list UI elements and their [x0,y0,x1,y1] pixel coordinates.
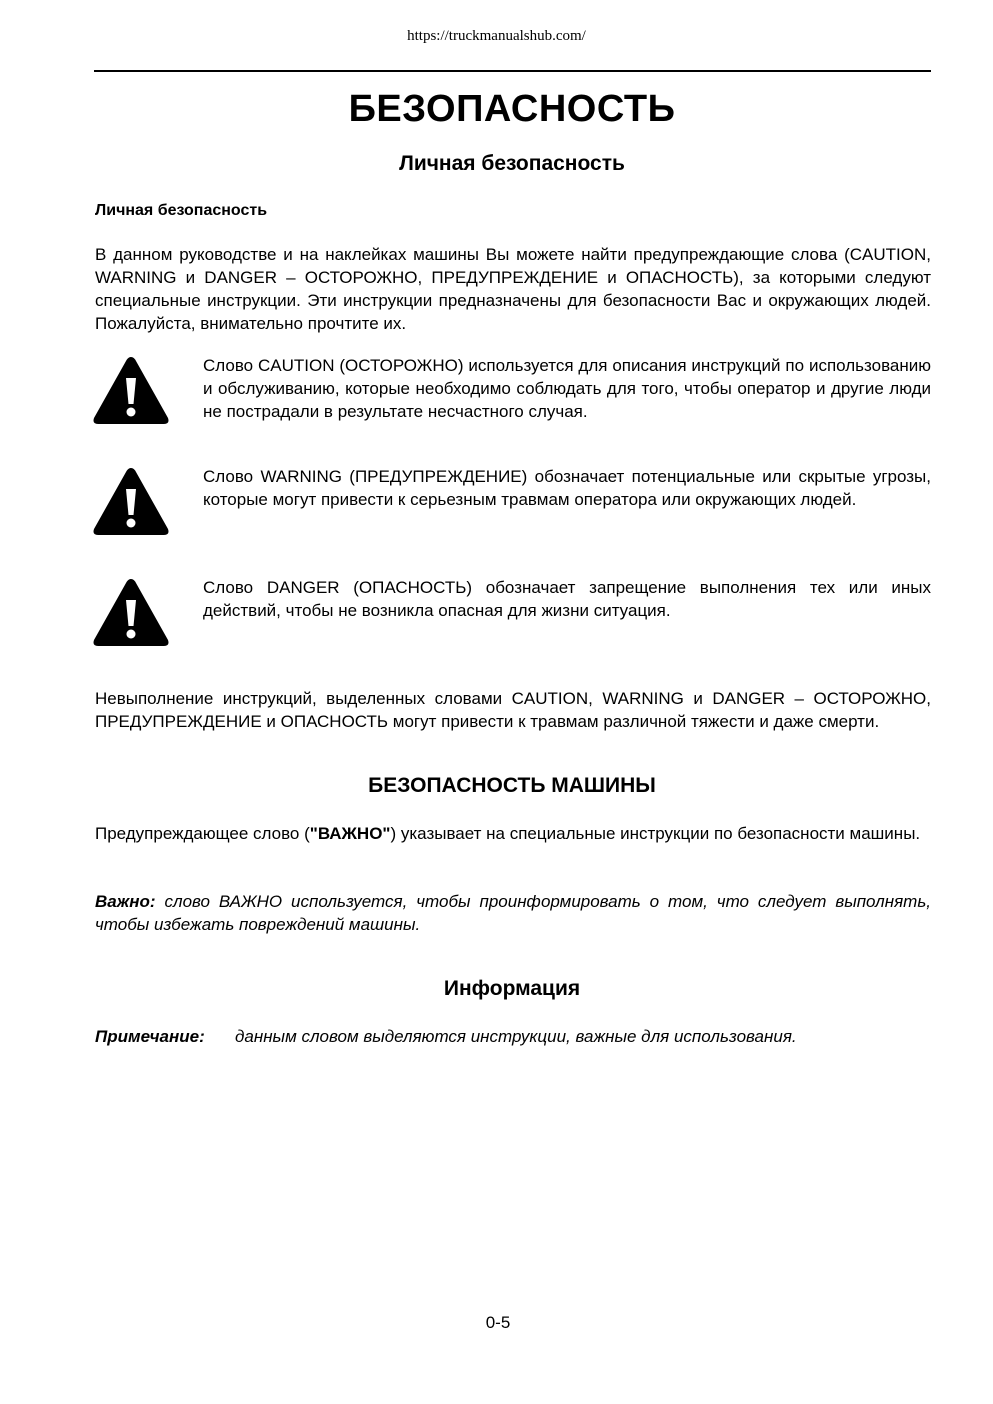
machine-safety-text-after: ) указывает на специальные инструкции по безопасности машины. [390,824,921,843]
section-heading-personal-safety: Личная безопасность [399,152,625,175]
important-paragraph [95,890,931,936]
intro-paragraph: В данном руководстве и на наклейках машины Вы можете найти предупреждающие слова (CAUTION, WARNING и DANGER – ОСТОРОЖНО, ПРЕДУПРЕЖДЕНИЕ и ОПАСНОСТЬ), за которыми следуют специальные инструкции. Эти инструкции предназначены для безопасности Вас и окружающих людей. Пожалуйста, внимательно прочтите их. [95,245,931,333]
danger-row [92,576,932,666]
important-keyword: "ВАЖНО" [309,824,391,843]
page-number: 0-5 [485,1313,511,1332]
page-title: БЕЗОПАСНОСТЬ [348,88,676,130]
warning-triangle-icon [92,354,170,426]
section-heading-machine-safety: БЕЗОПАСНОСТЬ МАШИНЫ [368,774,656,797]
warning-row [92,465,932,555]
machine-safety-text-before: Предупреждающее слово ( [95,824,310,843]
warning-triangle-icon [92,576,170,648]
note-paragraph [95,1025,931,1048]
caution-text: Слово CAUTION (ОСТОРОЖНО) используется для описания инструкций по использованию и обслуживанию, которые необходимо соблюдать для того, чтобы оператор и другие люди не пострадали в результате несчастного случая. [203,356,931,421]
important-text: слово ВАЖНО используется, чтобы проинформировать о том, что следует выполнять, чтобы избежать повреждений машины. [95,892,931,934]
header-url: https://truckmanualshub.com/ [407,28,586,44]
warning-text: Слово WARNING (ПРЕДУПРЕЖДЕНИЕ) обозначает потенциальные или скрытые угрозы, которые могут привести к серьезным травмам оператора или окружающих людей. [203,467,931,509]
consequence-paragraph: Невыполнение инструкций, выделенных словами CAUTION, WARNING и DANGER – ОСТОРОЖНО, ПРЕДУПРЕЖДЕНИЕ и ОПАСНОСТЬ могут привести к травмам различной тяжести и даже смерти. [95,689,931,731]
note-text: данным словом выделяются инструкции, важные для использования. [235,1027,797,1046]
note-label: Примечание: [95,1027,205,1046]
important-label: Важно: [95,892,156,911]
subheading-personal-safety: Личная безопасность [95,202,268,219]
danger-text: Слово DANGER (ОПАСНОСТЬ) обозначает запрещение выполнения тех или иных действий, чтобы не возникла опасная для жизни ситуация. [203,578,931,620]
caution-row [92,354,932,444]
warning-triangle-icon [92,465,170,537]
header-divider [94,70,931,72]
machine-safety-paragraph [95,822,931,845]
section-heading-information: Информация [443,977,581,1000]
